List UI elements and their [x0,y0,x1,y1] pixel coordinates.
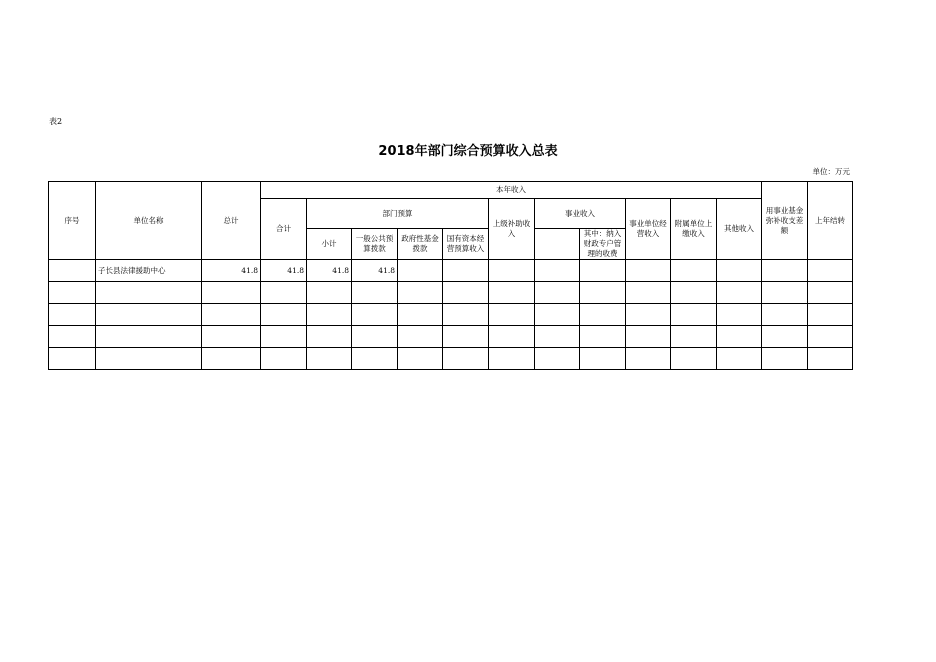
cell-gov-fund [398,348,443,370]
cell-sum [261,304,307,326]
page-title: 2018年部门综合预算收入总表 [378,144,558,159]
header-dept-budget: 部门预算 [307,199,489,229]
cell-career-special [580,304,626,326]
cell-other [717,348,762,370]
cell-general [352,326,398,348]
header-sum: 合计 [261,199,307,260]
header-unit-name: 单位名称 [96,182,202,260]
cell-fund-gap [762,260,808,282]
cell-sum [261,282,307,304]
cell-subordinate [671,282,717,304]
cell-seq [49,260,96,282]
cell-fund-gap [762,348,808,370]
cell-total [202,304,261,326]
cell-seq [49,326,96,348]
header-total: 总计 [202,182,261,260]
cell-career [535,326,580,348]
cell-fund-gap [762,282,808,304]
cell-operating [626,304,671,326]
cell-seq [49,282,96,304]
cell-other [717,326,762,348]
cell-other [717,282,762,304]
cell-subordinate [671,348,717,370]
cell-seq [49,304,96,326]
cell-state-capital [443,282,489,304]
cell-other [717,304,762,326]
header-other-income: 其他收入 [717,199,762,260]
cell-general [352,282,398,304]
table-row [49,260,853,282]
cell-higher [489,260,535,282]
cell-state-capital [443,260,489,282]
cell-higher [489,282,535,304]
cell-small [307,304,352,326]
cell-fund-gap [762,304,808,326]
cell-operating [626,260,671,282]
cell-subordinate [671,304,717,326]
header-gov-fund: 政府性基金拨款 [398,229,443,260]
cell-operating [626,348,671,370]
header-career-special: 其中：纳入财政专户管理的收费 [580,229,626,260]
cell-small [307,348,352,370]
header-higher-subsidy: 上级补助收入 [489,199,535,260]
cell-other [717,260,762,282]
cell-sum [261,326,307,348]
cell-total: 41.8 [202,260,261,282]
cell-carry [808,282,853,304]
cell-general [352,304,398,326]
cell-unit-name [96,304,202,326]
table-row [49,282,853,304]
cell-career [535,282,580,304]
cell-carry [808,260,853,282]
table-row [49,304,853,326]
cell-higher [489,348,535,370]
cell-general: 41.8 [352,260,398,282]
cell-carry [808,348,853,370]
cell-career-special [580,326,626,348]
cell-gov-fund [398,260,443,282]
cell-total [202,282,261,304]
table-row [49,348,853,370]
cell-small [307,326,352,348]
header-career-income: 事业收入 [535,199,626,229]
header-small-total: 小计 [307,229,352,260]
cell-small [307,282,352,304]
cell-total [202,348,261,370]
header-career-fund-gap: 用事业基金弥补收支差额 [762,182,808,260]
unit-label: 单位：万元 [812,167,850,176]
header-career-blank [535,229,580,260]
cell-gov-fund [398,282,443,304]
cell-career [535,348,580,370]
header-state-capital: 国有资本经营预算收入 [443,229,489,260]
header-general-public: 一般公共预算拨款 [352,229,398,260]
header-this-year-income: 本年收入 [261,182,762,199]
cell-state-capital [443,348,489,370]
cell-gov-fund [398,304,443,326]
cell-state-capital [443,326,489,348]
table-row [49,326,853,348]
cell-general [352,348,398,370]
cell-sum: 41.8 [261,260,307,282]
cell-carry [808,304,853,326]
cell-small: 41.8 [307,260,352,282]
cell-career-special [580,260,626,282]
header-seq: 序号 [49,182,96,260]
cell-operating [626,282,671,304]
cell-seq [49,348,96,370]
cell-higher [489,326,535,348]
header-last-year-carry: 上年结转 [808,182,853,260]
cell-subordinate [671,326,717,348]
cell-unit-name: 子长县法律援助中心 [96,260,202,282]
cell-unit-name [96,326,202,348]
cell-career-special [580,348,626,370]
cell-state-capital [443,304,489,326]
cell-gov-fund [398,326,443,348]
table-number: 表2 [49,117,63,126]
cell-career [535,304,580,326]
cell-career-special [580,282,626,304]
header-subordinate: 附属单位上缴收入 [671,199,717,260]
cell-subordinate [671,260,717,282]
budget-table [48,181,853,370]
cell-career [535,260,580,282]
cell-sum [261,348,307,370]
cell-fund-gap [762,326,808,348]
cell-higher [489,304,535,326]
cell-operating [626,326,671,348]
cell-unit-name [96,282,202,304]
header-career-operating: 事业单位经营收入 [626,199,671,260]
cell-total [202,326,261,348]
cell-carry [808,326,853,348]
cell-unit-name [96,348,202,370]
